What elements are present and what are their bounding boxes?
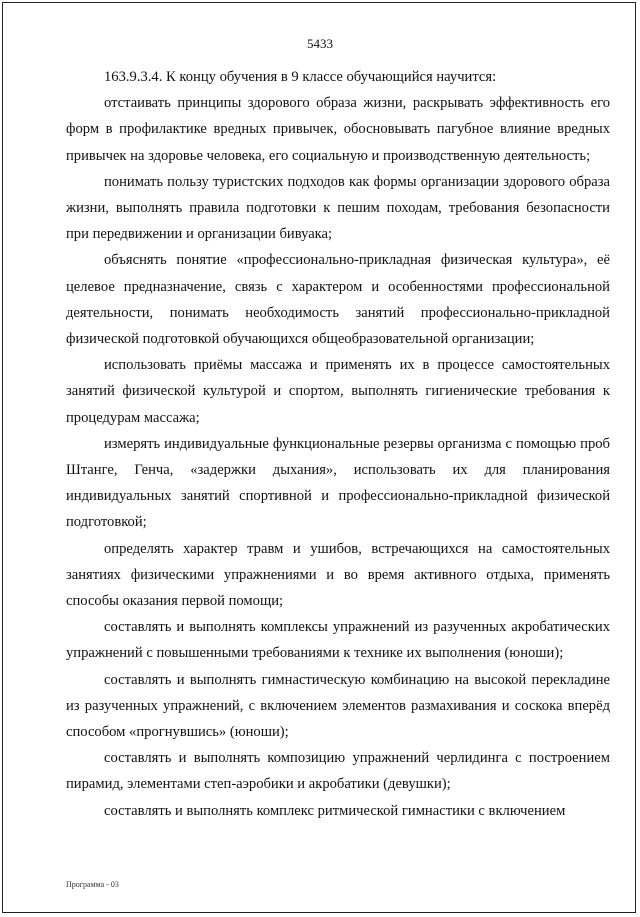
page-number: 5433	[307, 36, 333, 51]
paragraph-8: составлять и выполнять гимнастическую комбинацию на высокой перекладине из разученных упражнений, с включением элементов размахивания и соскока вперёд способом «прогнувшись» (юноши);	[66, 671, 610, 741]
paragraph-1: отстаивать принципы здорового образа жизни, раскрывать эффективность его форм в профилактике вредных привычек, обосновывать пагубное влияние вредных привычек на здоровье человека, его социальную и производственную деятельность;	[66, 95, 610, 164]
paragraph-5: измерять индивидуальные функциональные резервы организма с помощью проб Штанге, Генча, «задержки дыхания», использовать их для планирования индивидуальных занятий спортивной и профессионально-прикладной физической подготовкой;	[66, 435, 610, 531]
paragraph-4: использовать приёмы массажа и применять их в процессе самостоятельных занятий физической культурой и спортом, выполнять гигиенические требования к процедурам массажа;	[66, 357, 610, 426]
paragraph-9: составлять и выполнять композицию упражнений черлидинга с построением пирамид, элементами степ-аэробики и акробатики (девушки);	[66, 750, 610, 793]
paragraph-3: объяснять понятие «профессионально-прикладная физическая культура», её целевое предназначение, связь с характером и особенностями профессиональной деятельности, понимать необходимость занятий профессионально-прикладной физической подготовкой обучающихся общеобразовательной организации;	[66, 252, 610, 348]
paragraph-10: составлять и выполнять комплекс ритмической гимнастики с включением	[104, 802, 566, 819]
paragraph-7: составлять и выполнять комплексы упражнений из разученных акробатических упражнений с повышенными требованиями к технике их выполнения (юноши);	[66, 619, 610, 662]
page-footer: Программа - 03	[66, 880, 119, 889]
paragraph-6: определять характер травм и ушибов, встречающихся на самостоятельных занятиях физическими упражнениями и во время активного отдыха, применять способы оказания первой помощи;	[66, 540, 610, 610]
document-body	[66, 64, 610, 824]
paragraph-2: понимать пользу туристских подходов как формы организации здорового образа жизни, выполнять правила подготовки к пешим походам, требования безопасности при передвижении и организации бивуака;	[66, 173, 610, 243]
section-heading: 163.9.3.4. К концу обучения в 9 классе обучающийся научится:	[104, 69, 497, 85]
